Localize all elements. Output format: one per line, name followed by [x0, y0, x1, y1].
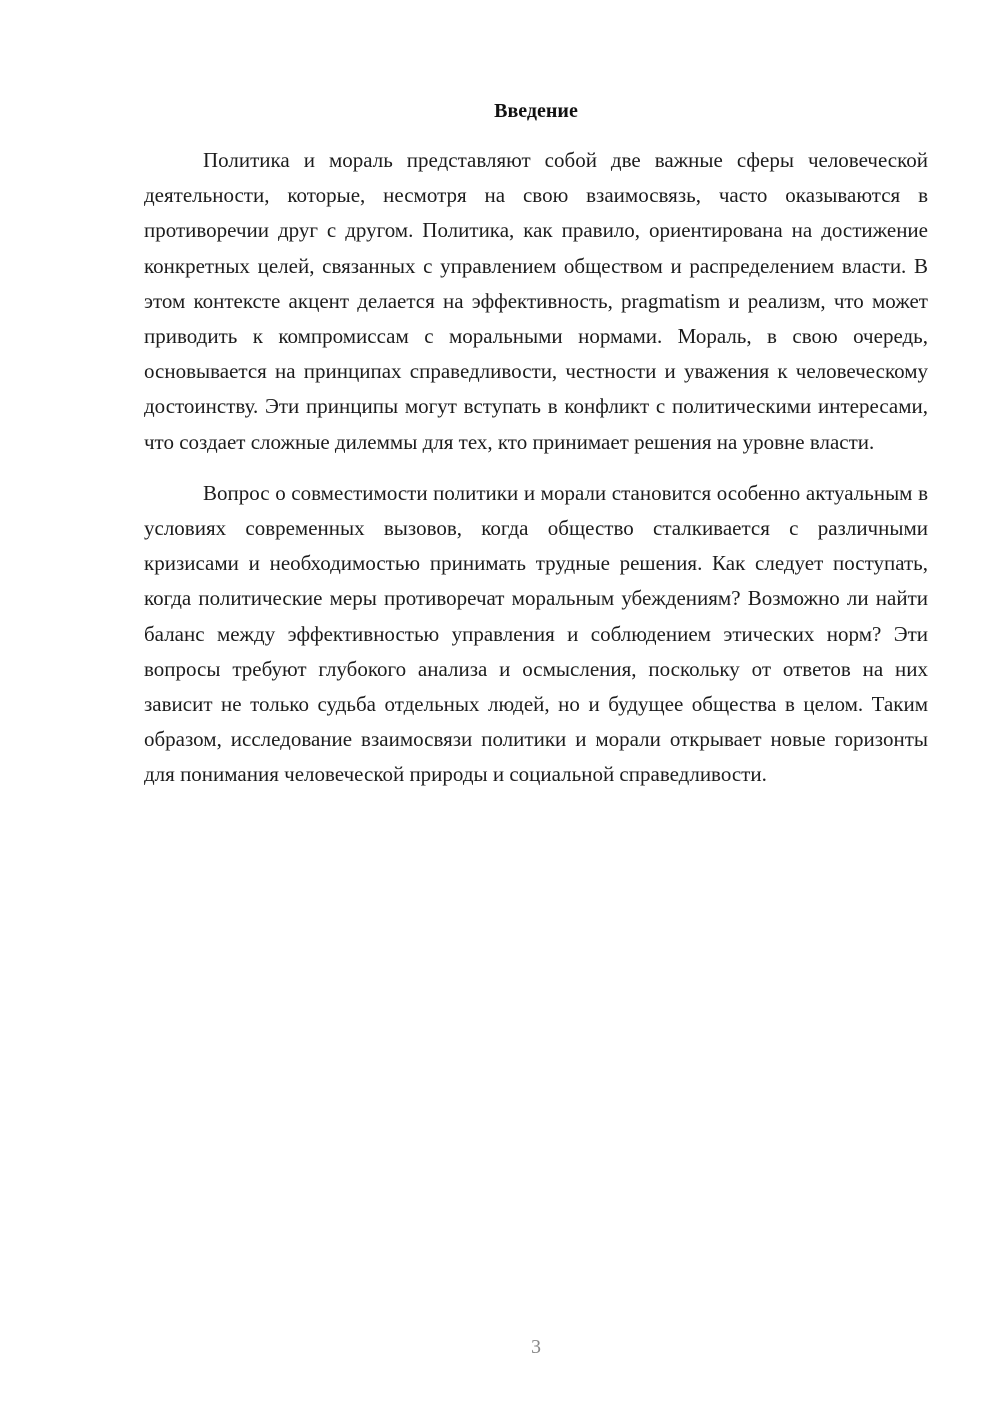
- page-number: 3: [531, 1336, 541, 1358]
- section-heading: Введение: [494, 100, 578, 122]
- body-text: [144, 143, 928, 793]
- paragraph-1: Политика и мораль представляют собой две важные сферы человеческой деятельности, которые, несмотря на свою взаимосвязь, часто оказываются в противоречии друг с другом. Политика, как правило, ориентирована на достижение конкретных целей, связанных с управлением обществом и распределением власти. В этом контексте акцент делается на эффективность, pragmatism и реализм, что может приводить к компромиссам с моральными нормами. Мораль, в свою очередь, основывается на принципах справедливости, честности и уважения к человеческому достоинству. Эти принципы могут вступать в конфликт с политическими интересами, что создает сложные дилеммы для тех, кто принимает решения на уровне власти.: [144, 148, 928, 454]
- paragraph-2: Вопрос о совместимости политики и морали становится особенно актуальным в условиях современных вызовов, когда общество сталкивается с различными кризисами и необходимостью принимать трудные решения. Как следует поступать, когда политические меры противоречат моральным убеждениям? Возможно ли найти баланс между эффективностью управления и соблюдением этических норм? Эти вопросы требуют глубокого анализа и осмысления, поскольку от ответов на них зависит не только судьба отдельных людей, но и будущее общества в целом. Таким образом, исследование взаимосвязи политики и морали открывает новые горизонты для понимания человеческой природы и социальной справедливости.: [144, 480, 928, 787]
